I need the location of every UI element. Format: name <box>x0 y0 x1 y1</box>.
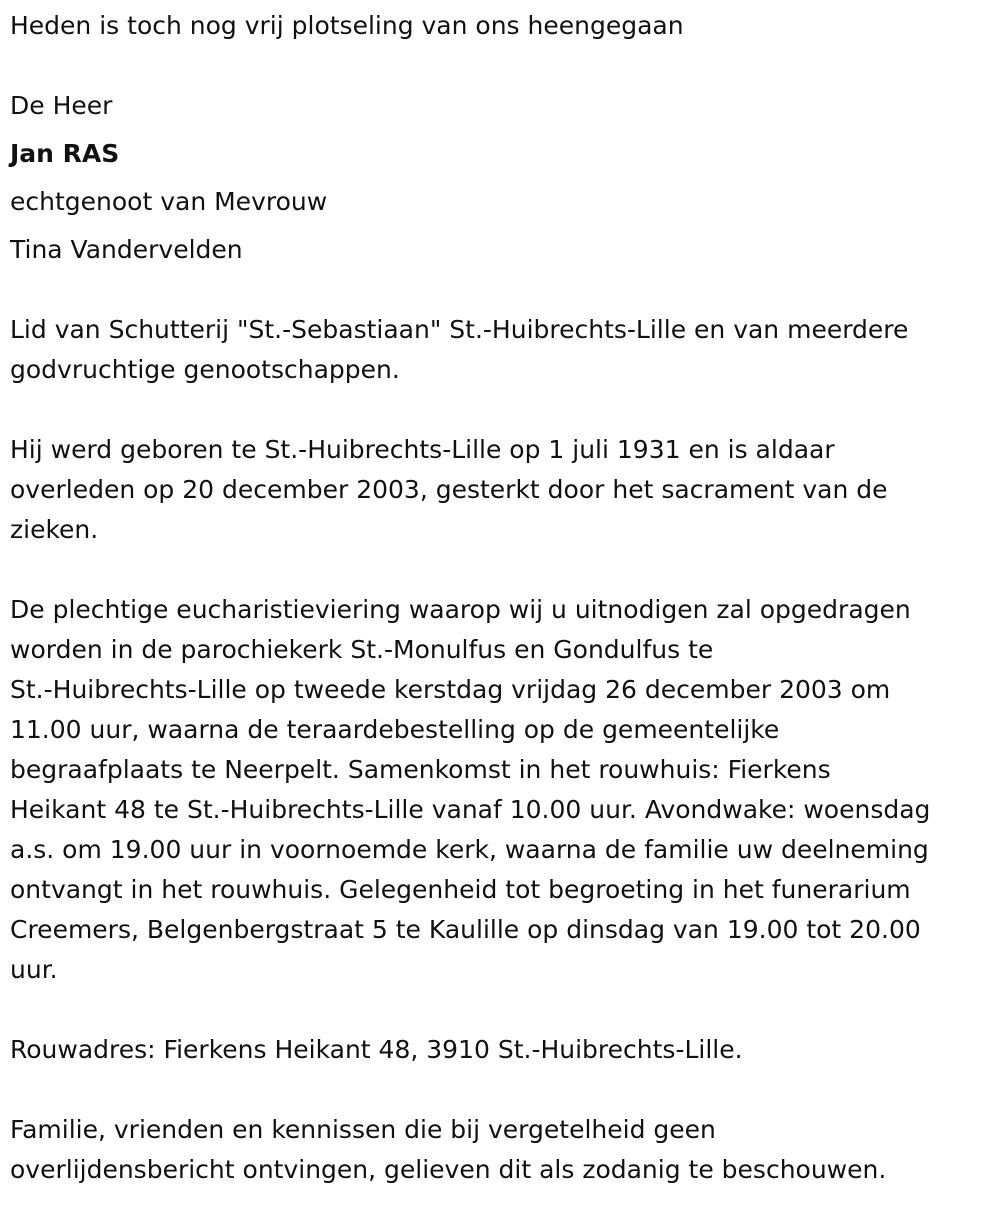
membership-paragraph <box>10 310 990 390</box>
mourning-address: Rouwadres: Fierkens Heikant 48, 3910 St.-Huibrechts-Lille. <box>10 1035 743 1064</box>
birth-death-paragraph <box>10 430 990 550</box>
ceremony-line: Creemers, Belgenbergstraat 5 te Kaulille op dinsdag van 19.00 tot 20.00 <box>10 915 921 944</box>
ceremony-line: a.s. om 19.00 uur in voornoemde kerk, waarna de familie uw deelneming <box>10 835 929 864</box>
birth-death-line: Hij werd geboren te St.-Huibrechts-Lille op 1 juli 1931 en is aldaar <box>10 435 835 464</box>
ceremony-line: Heikant 48 te St.-Huibrechts-Lille vanaf 10.00 uur. Avondwake: woensdag <box>10 795 931 824</box>
intro-line: Heden is toch nog vrij plotseling van ons heengegaan <box>10 11 684 40</box>
membership-line: godvruchtige genootschappen. <box>10 355 400 384</box>
ceremony-line: ontvangt in het rouwhuis. Gelegenheid tot begroeting in het funerarium <box>10 875 911 904</box>
ceremony-line: De plechtige eucharistieviering waarop wij u uitnodigen zal opgedragen <box>10 595 911 624</box>
spacer <box>10 46 990 86</box>
closing-paragraph <box>10 1110 990 1190</box>
salutation: De Heer <box>10 91 113 120</box>
closing-line: Familie, vrienden en kennissen die bij vergetelheid geen <box>10 1115 716 1144</box>
spacer <box>10 990 990 1030</box>
spacer <box>10 390 990 430</box>
ceremony-line: worden in de parochiekerk St.-Monulfus en Gondulfus te <box>10 635 714 664</box>
ceremony-line: uur. <box>10 955 58 984</box>
spacer <box>10 550 990 590</box>
ceremony-line: begraafplaats te Neerpelt. Samenkomst in het rouwhuis: Fierkens <box>10 755 831 784</box>
closing-line: overlijdensbericht ontvingen, gelieven dit als zodanig te beschouwen. <box>10 1155 887 1184</box>
birth-death-line: overleden op 20 december 2003, gesterkt door het sacrament van de <box>10 475 888 504</box>
membership-line: Lid van Schutterij "St.-Sebastiaan" St.-Huibrechts-Lille en van meerdere <box>10 315 909 344</box>
ceremony-line: 11.00 uur, waarna de teraardebestelling op de gemeentelijke <box>10 715 780 744</box>
ceremony-line: St.-Huibrechts-Lille op tweede kerstdag vrijdag 26 december 2003 om <box>10 675 891 704</box>
spouse-name: Tina Vandervelden <box>10 235 243 264</box>
ceremony-paragraph <box>10 590 990 990</box>
spacer <box>10 1070 990 1110</box>
birth-death-line: zieken. <box>10 515 99 544</box>
spouse-label: echtgenoot van Mevrouw <box>10 187 328 216</box>
deceased-name: Jan RAS <box>10 139 120 168</box>
spacer <box>10 270 990 310</box>
